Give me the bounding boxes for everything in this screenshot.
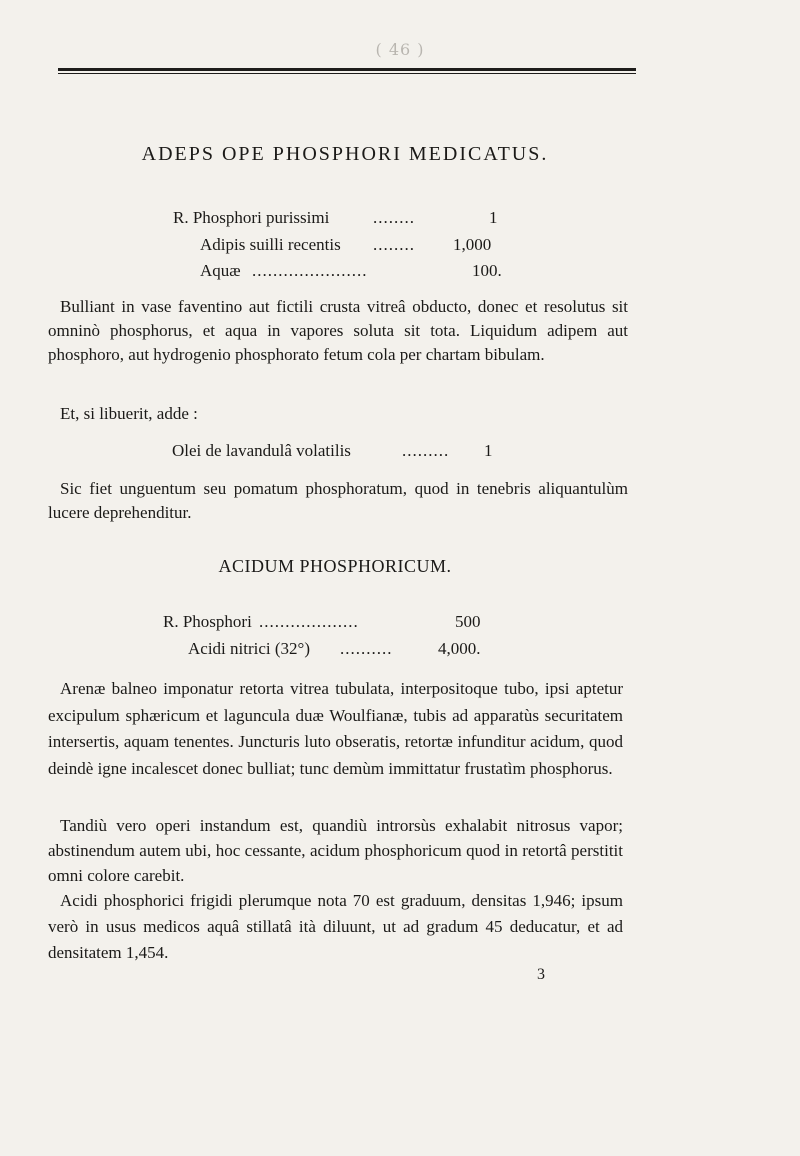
header-rule-thick [58, 68, 636, 71]
quantity: 500 [455, 612, 481, 631]
ingredient: Olei de lavandulâ volatilis [172, 441, 351, 460]
paragraph-adde: Et, si libuerit, adde : [60, 404, 198, 423]
quantity: 100. [472, 261, 502, 280]
recipe-line-aquae [200, 261, 502, 281]
ingredient: Acidi nitrici (32°) [188, 639, 310, 658]
header-rule-thin [58, 73, 636, 74]
leader-dots: ................... [259, 612, 359, 631]
quantity: 1 [489, 208, 498, 227]
recipe-line-acidi-nitrici [188, 639, 481, 659]
leader-dots: ......... [402, 441, 450, 460]
ingredient: R. Phosphori purissimi [173, 208, 330, 227]
recipe-line-phosphori-2 [163, 612, 481, 632]
signature-mark: 3 [537, 966, 545, 983]
leader-dots: ........ [373, 235, 415, 254]
paragraph-arenae: Arenæ balneo imponatur retorta vitrea tubulata, interpositoque tubo, ipsi aptetur excipulum sphæricum et laguncula duæ Woulfianæ, tubis ad apparatùs securitatem intersertis, aquam tenentes. Juncturis luto obseratis, retortæ infunditur acidum, quod deindè igne incalescet donec bulliat; tunc demùm immittatur frustatìm phosphorus. [48, 679, 623, 778]
ingredient: Aquæ [200, 261, 241, 280]
paragraph-acidi-phosphorici: Acidi phosphorici frigidi plerumque nota 70 est graduum, densitas 1,946; ipsum verò in usus medicos aquâ stillatâ ità diluunt, ut ad gradum 45 deducatur, et ad densitatem 1,454. [48, 891, 623, 962]
ingredient: R. Phosphori [163, 612, 252, 631]
recipe-line-adipis [200, 235, 491, 255]
quantity: 1,000 [453, 235, 492, 254]
recipe-line-olei [172, 441, 493, 461]
quantity: 1 [484, 441, 493, 460]
section-title-adeps: ADEPS OPE PHOSPHORI MEDICATUS. [141, 143, 549, 165]
recipe-line-phosphori [173, 208, 498, 228]
paragraph-tandiu: Tandiù vero operi instandum est, quandiù introrsùs exhalabit nitrosus vapor; abstinendum autem ubi, hoc cessante, acidum phosphoricum quod in retortâ perstitit omni colore carebit. [48, 816, 623, 885]
paragraph-bulliant: Bulliant in vase faventino aut fictili crusta vitreâ obducto, donec et resolutus sit omninò phosphorus, et aqua in vapores soluta sit tota. Liquidum adipem aut phosphoro, aut hydrogenio phosphorato fetum cola per chartam bibulam. [48, 297, 628, 364]
page-number: ( 46 ) [375, 40, 425, 59]
leader-dots: ........ [373, 208, 415, 227]
section-title-acidum: ACIDUM PHOSPHORICUM. [218, 556, 452, 576]
quantity: 4,000. [438, 639, 481, 658]
leader-dots: ...................... [252, 261, 368, 280]
leader-dots: .......... [340, 639, 393, 658]
ingredient: Adipis suilli recentis [200, 235, 341, 254]
paragraph-sic-fiet: Sic fiet unguentum seu pomatum phosphoratum, quod in tenebris aliquantulùm lucere deprehenditur. [48, 479, 628, 522]
